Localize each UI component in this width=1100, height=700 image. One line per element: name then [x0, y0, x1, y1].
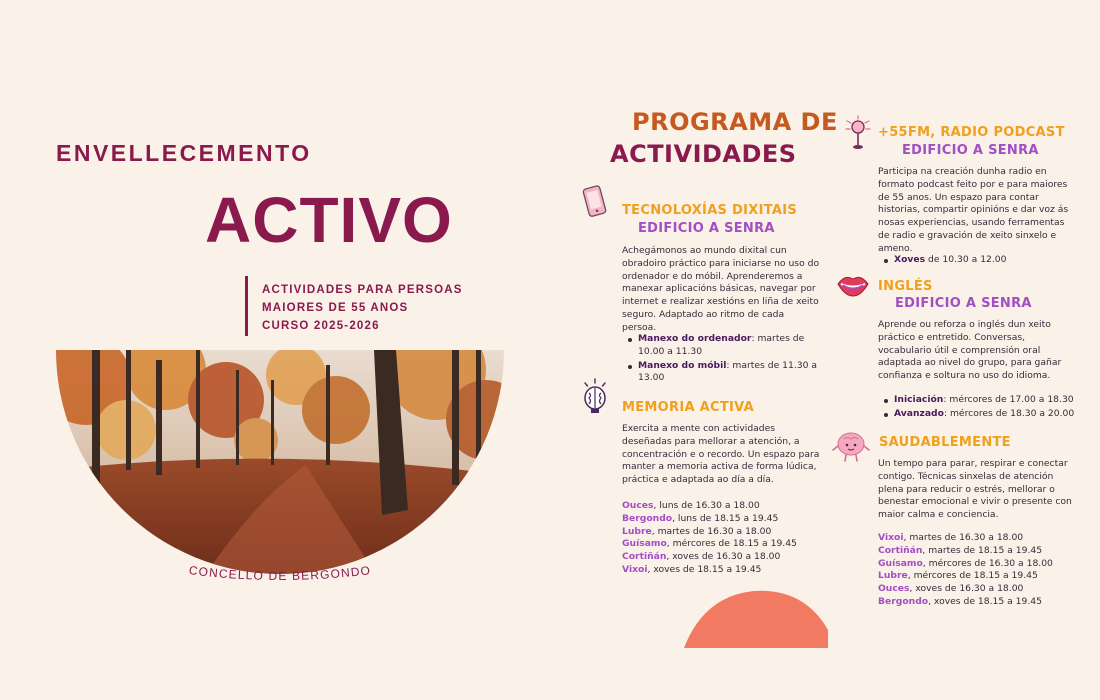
brain-icon [580, 378, 610, 416]
microphone-icon [843, 115, 873, 151]
list-item: Lubre, mércores de 18.15 a 19.45 [878, 570, 1038, 582]
saudablemente-title: SAUDABLEMENTE [879, 435, 1011, 450]
list-item: Guísamo, mércores de 18.15 a 19.45 [622, 538, 797, 550]
memoria-title: MEMORIA ACTIVA [622, 400, 754, 415]
subtitle-block [262, 281, 463, 335]
program-title-line2: ACTIVIDADES [610, 140, 797, 168]
list-item: Manexo do móbil: martes de 11.30 a 13.00 [624, 360, 820, 386]
decorative-blob [684, 588, 828, 648]
list-item: Cortiñán, xoves de 16.30 a 18.00 [622, 551, 781, 563]
subtitle-bar [245, 276, 248, 336]
svg-text:CONCELLO DE BERGONDO: CONCELLO DE BERGONDO [188, 563, 372, 584]
memoria-schedule [622, 500, 820, 577]
radio-list [880, 254, 1076, 268]
ingles-list [880, 394, 1076, 422]
list-item: Iniciación: mércores de 17.00 a 18.30 [880, 394, 1076, 407]
saudablemente-description: Un tempo para parar, respirar e conectar contigo. Técnicas sinxelas de atención plena para reducir o estrés, mellorar o benestar emocional e vivir o presente con maior calma e conciencia. [878, 458, 1072, 521]
footer-concello [140, 560, 420, 600]
lips-icon [836, 272, 870, 298]
list-item: Vixoi, xoves de 18.15 a 19.45 [622, 563, 762, 575]
ingles-description: Aprende ou reforza o inglés dun xeito práctico e entretido. Conversas, vocabulario útil e comprensión oral adaptada ao nivel do grupo, para gañar confianza e soltura no uso do idioma. [878, 319, 1062, 382]
memoria-description: Exercita a mente con actividades deseñadas para mellorar a atención, a concentración e o recordo. Un espazo para manter a memoria activa de forma lúdica, práctica e adaptada ao día a día. [622, 423, 820, 486]
tecnoloxias-title: TECNOLOXÍAS DIXITAIS [622, 203, 798, 218]
list-item: Lubre, martes de 16.30 a 18.00 [622, 525, 772, 537]
list-item: Ouces, xoves de 16.30 a 18.00 [878, 583, 1024, 595]
subtitle-line-2: MAIORES DE 55 ANOS [262, 302, 409, 314]
tecnoloxias-list [624, 333, 820, 386]
radio-description: Participa na creación dunha radio en formato podcast feito por e para maiores de 55 anos. Un espazo para contar historias, compartir opinións e dar voz ás nosas experiencias, usando ferramentas de radio e gravación de xeito sinxelo e ameno. [878, 166, 1069, 254]
title-activo: ACTIVO [205, 184, 453, 256]
list-item: Xoves de 10.30 a 12.00 [880, 254, 1076, 267]
forest-photo [56, 350, 504, 574]
list-item: Bergondo, luns de 18.15 a 19.45 [622, 512, 779, 524]
program-title-line1: PROGRAMA DE [632, 108, 838, 136]
ingles-title: INGLÉS [878, 279, 933, 294]
subtitle-line-3: CURSO 2025-2026 [262, 320, 380, 332]
list-item: Manexo do ordenador: martes de 10.00 a 11.30 [624, 333, 820, 359]
title-envellecemento: ENVELLECEMENTO [56, 140, 312, 166]
tecnoloxias-description: Achegámonos ao mundo dixital cun obradoiro práctico para iniciarse no uso do ordenador e do móbil. Aprenderemos a manexar aplicacións básicas, navegar por internet e realizar xestións en liña de xeito seguro. Adaptado ao ritmo de cada persoa. [622, 245, 820, 333]
list-item: Cortiñán, martes de 18.15 a 19.45 [878, 544, 1043, 556]
radio-location: EDIFICIO A SENRA [902, 143, 1039, 158]
list-item: Vixoi, martes de 16.30 a 18.00 [878, 532, 1024, 543]
saudablemente-schedule [878, 532, 1076, 609]
list-item: Avanzado: mércores de 18.30 a 20.00 [880, 408, 1076, 421]
phone-icon [580, 184, 610, 218]
tecnoloxias-location: EDIFICIO A SENRA [638, 221, 775, 236]
list-item: Ouces, luns de 16.30 a 18.00 [622, 500, 760, 511]
list-item: Bergondo, xoves de 18.15 a 19.45 [878, 595, 1042, 607]
radio-title: +55FM, RADIO PODCAST [878, 125, 1065, 140]
brain-character-icon [832, 430, 870, 462]
list-item: Guísamo, mércores de 16.30 a 18.00 [878, 557, 1053, 569]
subtitle-line-1: ACTIVIDADES PARA PERSOAS [262, 284, 463, 296]
ingles-location: EDIFICIO A SENRA [895, 296, 1032, 311]
